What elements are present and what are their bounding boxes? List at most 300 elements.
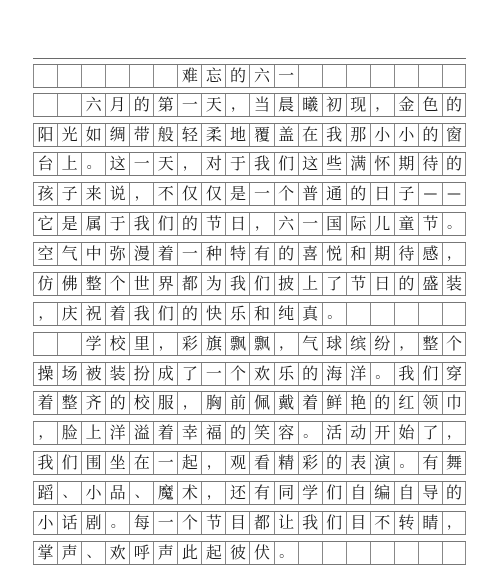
grid-cell: 空 bbox=[33, 243, 57, 265]
grid-cell: 怀 bbox=[370, 153, 394, 175]
grid-cell: 有 bbox=[418, 452, 442, 474]
grid-cell: 的 bbox=[225, 422, 249, 444]
grid-cell: 始 bbox=[394, 422, 418, 444]
grid-cell: 些 bbox=[322, 153, 346, 175]
grid-cell: 自 bbox=[394, 482, 418, 504]
grid-cell: 溢 bbox=[129, 422, 153, 444]
grid-cell: 一 bbox=[153, 452, 177, 474]
grid-cell: 日 bbox=[225, 213, 249, 235]
grid-cell: 着 bbox=[153, 243, 177, 265]
grid-cell: 气 bbox=[298, 333, 322, 355]
title-cell bbox=[346, 65, 370, 87]
grid-cell: 们 bbox=[57, 452, 81, 474]
grid-cell: 披 bbox=[274, 273, 298, 295]
grid-cell: 我 bbox=[129, 303, 153, 325]
grid-cell: 祝 bbox=[81, 303, 105, 325]
title-cell bbox=[105, 65, 129, 87]
grid-cell: 们 bbox=[418, 363, 442, 385]
grid-cell: 欢 bbox=[105, 542, 129, 564]
text-row bbox=[33, 541, 466, 565]
grid-cell: 仅 bbox=[177, 183, 201, 205]
grid-cell: 着 bbox=[105, 303, 129, 325]
grid-cell: 特 bbox=[225, 243, 249, 265]
grid-cell: 旗 bbox=[201, 333, 225, 355]
text-row bbox=[33, 182, 466, 206]
grid-cell: 扮 bbox=[129, 363, 153, 385]
grid-cell: 学 bbox=[298, 482, 322, 504]
grid-cell: ， bbox=[274, 333, 298, 355]
grid-cell: 围 bbox=[81, 452, 105, 474]
grid-cell: 。 bbox=[442, 213, 466, 235]
grid-cell: ， bbox=[153, 333, 177, 355]
grid-cell: 属 bbox=[81, 213, 105, 235]
grid-cell: ， bbox=[177, 392, 201, 414]
text-row bbox=[33, 451, 466, 475]
grid-cell: 魔 bbox=[153, 482, 177, 504]
grid-cell: 盛 bbox=[418, 273, 442, 295]
grid-cell: 子 bbox=[394, 183, 418, 205]
grid-cell: 一 bbox=[249, 183, 273, 205]
grid-cell: 容 bbox=[274, 422, 298, 444]
grid-cell bbox=[346, 303, 370, 325]
grid-cell: 红 bbox=[394, 392, 418, 414]
grid-cell: 曦 bbox=[298, 94, 322, 116]
grid-cell: 缤 bbox=[346, 333, 370, 355]
grid-cell: 都 bbox=[249, 512, 273, 534]
grid-cell: 节 bbox=[201, 512, 225, 534]
grid-cell: 里 bbox=[129, 333, 153, 355]
grid-cell: 的 bbox=[105, 392, 129, 414]
grid-cell bbox=[394, 303, 418, 325]
grid-cell: 活 bbox=[322, 422, 346, 444]
grid-cell: 。 bbox=[394, 452, 418, 474]
grid-cell: 般 bbox=[153, 124, 177, 146]
grid-cell: 气 bbox=[57, 243, 81, 265]
grid-cell: 导 bbox=[418, 482, 442, 504]
grid-cell: 乐 bbox=[225, 303, 249, 325]
grid-cell: 舞 bbox=[442, 452, 466, 474]
grid-cell bbox=[394, 542, 418, 564]
grid-cell: 欢 bbox=[249, 363, 273, 385]
grid-cell: 喜 bbox=[298, 243, 322, 265]
grid-cell: ， bbox=[33, 303, 57, 325]
grid-cell: 这 bbox=[298, 153, 322, 175]
grid-cell bbox=[442, 303, 466, 325]
grid-cell: 不 bbox=[370, 512, 394, 534]
grid-cell: 剧 bbox=[81, 512, 105, 534]
grid-cell: 自 bbox=[346, 482, 370, 504]
grid-cell: 巾 bbox=[442, 392, 466, 414]
title-cell bbox=[33, 65, 57, 87]
grid-cell: 天 bbox=[201, 94, 225, 116]
grid-cell: 的 bbox=[442, 94, 466, 116]
grid-cell: 我 bbox=[322, 124, 346, 146]
grid-cell: 话 bbox=[57, 512, 81, 534]
grid-cell: 对 bbox=[201, 153, 225, 175]
grid-cell: 整 bbox=[81, 273, 105, 295]
grid-cell: 界 bbox=[153, 273, 177, 295]
grid-cell: 弥 bbox=[105, 243, 129, 265]
grid-cell bbox=[298, 542, 322, 564]
grid-cell: ， bbox=[249, 213, 273, 235]
grid-cell: 幸 bbox=[177, 422, 201, 444]
grid-cell: 声 bbox=[153, 542, 177, 564]
grid-cell: 成 bbox=[153, 363, 177, 385]
grid-cell: 地 bbox=[225, 124, 249, 146]
grid-cell: 们 bbox=[153, 303, 177, 325]
grid-cell: 彼 bbox=[225, 542, 249, 564]
grid-cell: 。 bbox=[298, 422, 322, 444]
grid-cell: 真 bbox=[298, 303, 322, 325]
grid-cell: 有 bbox=[249, 482, 273, 504]
text-row bbox=[33, 481, 466, 505]
grid-cell bbox=[322, 542, 346, 564]
grid-cell: 、 bbox=[57, 482, 81, 504]
title-cell: 一 bbox=[274, 65, 298, 87]
grid-cell: ， bbox=[442, 243, 466, 265]
grid-cell: 飘 bbox=[249, 333, 273, 355]
grid-cell: 装 bbox=[105, 363, 129, 385]
grid-cell: 天 bbox=[153, 153, 177, 175]
grid-cell: 种 bbox=[201, 243, 225, 265]
grid-cell: 那 bbox=[346, 124, 370, 146]
grid-cell: 鲜 bbox=[322, 392, 346, 414]
grid-cell: 覆 bbox=[249, 124, 273, 146]
text-row bbox=[33, 212, 466, 236]
grid-cell: 国 bbox=[322, 213, 346, 235]
grid-cell: ， bbox=[394, 333, 418, 355]
grid-cell bbox=[33, 94, 57, 116]
grid-cell: 还 bbox=[225, 482, 249, 504]
grid-cell: 伏 bbox=[249, 542, 273, 564]
title-cell bbox=[57, 65, 81, 87]
title-cell: 的 bbox=[225, 65, 249, 87]
grid-cell: 子 bbox=[57, 183, 81, 205]
grid-cell: 的 bbox=[394, 273, 418, 295]
grid-cell: 起 bbox=[201, 542, 225, 564]
grid-cell bbox=[57, 333, 81, 355]
grid-cell: ， bbox=[177, 153, 201, 175]
grid-cell: 在 bbox=[129, 452, 153, 474]
grid-cell: 色 bbox=[418, 94, 442, 116]
grid-cell: 期 bbox=[394, 153, 418, 175]
grid-cell: 个 bbox=[274, 183, 298, 205]
text-row bbox=[33, 332, 466, 356]
grid-cell: 世 bbox=[129, 273, 153, 295]
grid-cell: 仅 bbox=[201, 183, 225, 205]
grid-cell: 们 bbox=[249, 273, 273, 295]
grid-cell: ， bbox=[129, 183, 153, 205]
grid-cell: 一 bbox=[153, 512, 177, 534]
grid-cell: 戴 bbox=[274, 392, 298, 414]
title-cell: 忘 bbox=[201, 65, 225, 87]
grid-cell: — bbox=[442, 183, 466, 205]
grid-cell: 我 bbox=[298, 512, 322, 534]
grid-cell: 待 bbox=[394, 243, 418, 265]
grid-cell: 的 bbox=[177, 303, 201, 325]
grid-cell: 呼 bbox=[129, 542, 153, 564]
grid-cell: 每 bbox=[129, 512, 153, 534]
grid-cell bbox=[346, 542, 370, 564]
grid-cell: 福 bbox=[201, 422, 225, 444]
grid-cell: 台 bbox=[33, 153, 57, 175]
grid-cell: 来 bbox=[81, 183, 105, 205]
grid-cell: 节 bbox=[418, 213, 442, 235]
text-row bbox=[33, 123, 466, 147]
grid-cell: 纯 bbox=[274, 303, 298, 325]
grid-cell: 我 bbox=[249, 153, 273, 175]
grid-cell: 不 bbox=[153, 183, 177, 205]
title-cell: 六 bbox=[249, 65, 273, 87]
grid-cell: 一 bbox=[298, 213, 322, 235]
grid-cell: 、 bbox=[81, 542, 105, 564]
grid-cell: 是 bbox=[57, 213, 81, 235]
grid-cell: 彩 bbox=[177, 333, 201, 355]
grid-cell: ， bbox=[225, 94, 249, 116]
grid-cell: 孩 bbox=[33, 183, 57, 205]
grid-cell: 光 bbox=[57, 124, 81, 146]
grid-cell: 穿 bbox=[442, 363, 466, 385]
grid-cell: 当 bbox=[249, 94, 273, 116]
grid-cell: 和 bbox=[249, 303, 273, 325]
grid-cell bbox=[442, 542, 466, 564]
title-cell: 难 bbox=[177, 65, 201, 87]
top-border-line bbox=[33, 58, 466, 59]
grid-cell: 漫 bbox=[129, 243, 153, 265]
grid-cell bbox=[418, 303, 442, 325]
grid-cell: 精 bbox=[274, 452, 298, 474]
grid-cell: 一 bbox=[129, 153, 153, 175]
grid-cell: 们 bbox=[274, 153, 298, 175]
grid-cell: 学 bbox=[81, 333, 105, 355]
grid-cell: 开 bbox=[370, 422, 394, 444]
title-cell bbox=[153, 65, 177, 87]
grid-cell: 于 bbox=[105, 213, 129, 235]
grid-cell: 。 bbox=[274, 542, 298, 564]
grid-cell: ， bbox=[442, 422, 466, 444]
grid-cell: 让 bbox=[274, 512, 298, 534]
grid-cell: 绸 bbox=[105, 124, 129, 146]
grid-cell: ， bbox=[370, 94, 394, 116]
title-cell bbox=[129, 65, 153, 87]
grid-cell: 都 bbox=[177, 273, 201, 295]
grid-cell: 纷 bbox=[370, 333, 394, 355]
title-cell bbox=[418, 65, 442, 87]
title-cell bbox=[81, 65, 105, 87]
grid-cell: 初 bbox=[322, 94, 346, 116]
grid-cell: 看 bbox=[249, 452, 273, 474]
grid-cell: 金 bbox=[394, 94, 418, 116]
text-row bbox=[33, 391, 466, 415]
grid-cell: 阳 bbox=[33, 124, 57, 146]
grid-cell: ， bbox=[201, 482, 225, 504]
grid-cell: 编 bbox=[370, 482, 394, 504]
grid-cell: 乐 bbox=[274, 363, 298, 385]
grid-cell bbox=[33, 333, 57, 355]
grid-cell: 我 bbox=[33, 452, 57, 474]
grid-cell: 场 bbox=[57, 363, 81, 385]
grid-cell: 轻 bbox=[177, 124, 201, 146]
text-row bbox=[33, 362, 466, 386]
grid-cell: 通 bbox=[322, 183, 346, 205]
grid-cell: 是 bbox=[225, 183, 249, 205]
grid-cell: ， bbox=[201, 452, 225, 474]
grid-cell: 表 bbox=[346, 452, 370, 474]
grid-cell: 此 bbox=[177, 542, 201, 564]
grid-cell: 洋 bbox=[346, 363, 370, 385]
grid-cell: 们 bbox=[322, 512, 346, 534]
grid-cell: 上 bbox=[57, 153, 81, 175]
text-row bbox=[33, 93, 466, 117]
grid-cell: 了 bbox=[418, 422, 442, 444]
grid-cell: 童 bbox=[394, 213, 418, 235]
grid-cell: 有 bbox=[249, 243, 273, 265]
text-row bbox=[33, 302, 466, 326]
grid-cell: 我 bbox=[129, 213, 153, 235]
grid-cell: 了 bbox=[177, 363, 201, 385]
grid-cell: 的 bbox=[346, 183, 370, 205]
grid-cell: 操 bbox=[33, 363, 57, 385]
grid-cell bbox=[418, 542, 442, 564]
grid-cell: 洋 bbox=[105, 422, 129, 444]
grid-cell: 整 bbox=[57, 392, 81, 414]
grid-cell: 的 bbox=[418, 124, 442, 146]
grid-cell: 一 bbox=[201, 363, 225, 385]
grid-cell: 六 bbox=[274, 213, 298, 235]
grid-cell: 了 bbox=[322, 273, 346, 295]
grid-cell: 术 bbox=[177, 482, 201, 504]
grid-cell: 目 bbox=[346, 512, 370, 534]
grid-cell: 在 bbox=[298, 124, 322, 146]
grid-cell: 待 bbox=[418, 153, 442, 175]
grid-cell: 六 bbox=[81, 94, 105, 116]
grid-cell: 着 bbox=[33, 392, 57, 414]
grid-cell: 被 bbox=[81, 363, 105, 385]
grid-cell: 小 bbox=[33, 512, 57, 534]
grid-cell: 际 bbox=[346, 213, 370, 235]
grid-cell: 庆 bbox=[57, 303, 81, 325]
text-row bbox=[33, 152, 466, 176]
grid-cell: 的 bbox=[370, 392, 394, 414]
grid-cell: 同 bbox=[274, 482, 298, 504]
grid-cell: 的 bbox=[322, 452, 346, 474]
grid-cell: ， bbox=[33, 422, 57, 444]
grid-cell: 小 bbox=[394, 124, 418, 146]
grid-cell: 整 bbox=[418, 333, 442, 355]
grid-cell: 节 bbox=[346, 273, 370, 295]
grid-cell: 儿 bbox=[370, 213, 394, 235]
grid-cell: 装 bbox=[442, 273, 466, 295]
grid-cell: 和 bbox=[346, 243, 370, 265]
grid-cell bbox=[57, 94, 81, 116]
text-row bbox=[33, 242, 466, 266]
grid-cell: 个 bbox=[442, 333, 466, 355]
grid-cell: 为 bbox=[201, 273, 225, 295]
title-row bbox=[33, 64, 466, 88]
grid-cell: 个 bbox=[105, 273, 129, 295]
grid-cell: 中 bbox=[81, 243, 105, 265]
grid-cell: 球 bbox=[322, 333, 346, 355]
grid-cell: — bbox=[418, 183, 442, 205]
grid-cell: 胸 bbox=[201, 392, 225, 414]
grid-cell: 飘 bbox=[225, 333, 249, 355]
grid-cell: 。 bbox=[81, 153, 105, 175]
grid-cell: 现 bbox=[346, 94, 370, 116]
grid-cell: 佩 bbox=[249, 392, 273, 414]
grid-cell: 快 bbox=[201, 303, 225, 325]
grid-cell: 满 bbox=[346, 153, 370, 175]
grid-cell: 掌 bbox=[33, 542, 57, 564]
grid-cell: 的 bbox=[442, 153, 466, 175]
text-row bbox=[33, 272, 466, 296]
grid-cell: 着 bbox=[298, 392, 322, 414]
grid-cell: 它 bbox=[33, 213, 57, 235]
grid-cell: 柔 bbox=[201, 124, 225, 146]
grid-cell: 转 bbox=[394, 512, 418, 534]
grid-cell: 动 bbox=[346, 422, 370, 444]
grid-cell: ， bbox=[442, 512, 466, 534]
grid-cell: 起 bbox=[177, 452, 201, 474]
grid-cell: 仿 bbox=[33, 273, 57, 295]
grid-cell: 。 bbox=[105, 512, 129, 534]
grid-cell: 前 bbox=[225, 392, 249, 414]
grid-cell: 们 bbox=[153, 213, 177, 235]
grid-cell: 我 bbox=[225, 273, 249, 295]
grid-cell: 着 bbox=[153, 422, 177, 444]
grid-cell: 月 bbox=[105, 94, 129, 116]
title-cell bbox=[322, 65, 346, 87]
grid-cell: 带 bbox=[129, 124, 153, 146]
grid-cell: 如 bbox=[81, 124, 105, 146]
grid-cell: 一 bbox=[177, 94, 201, 116]
grid-cell: 领 bbox=[418, 392, 442, 414]
grid-cell: 。 bbox=[322, 303, 346, 325]
grid-cell: 的 bbox=[177, 213, 201, 235]
title-cell bbox=[442, 65, 466, 87]
grid-cell: 第 bbox=[153, 94, 177, 116]
grid-cell: 的 bbox=[274, 243, 298, 265]
grid-cell: 观 bbox=[225, 452, 249, 474]
grid-cell: 坐 bbox=[105, 452, 129, 474]
grid-cell: 日 bbox=[370, 273, 394, 295]
grid-cell: 艳 bbox=[346, 392, 370, 414]
grid-cell: 上 bbox=[81, 422, 105, 444]
grid-cell: 蹈 bbox=[33, 482, 57, 504]
title-cell bbox=[370, 65, 394, 87]
grid-cell: 的 bbox=[442, 482, 466, 504]
grid-cell: 节 bbox=[201, 213, 225, 235]
grid-cell: 脸 bbox=[57, 422, 81, 444]
grid-cell: 齐 bbox=[81, 392, 105, 414]
grid-cell: 佛 bbox=[57, 273, 81, 295]
grid-cell: 上 bbox=[298, 273, 322, 295]
grid-cell: 感 bbox=[418, 243, 442, 265]
grid-cell: 。 bbox=[370, 363, 394, 385]
grid-cell bbox=[370, 542, 394, 564]
grid-cell: 盖 bbox=[274, 124, 298, 146]
grid-cell: 校 bbox=[105, 333, 129, 355]
grid-cell: 目 bbox=[225, 512, 249, 534]
grid-cell: 校 bbox=[129, 392, 153, 414]
grid-cell: 于 bbox=[225, 153, 249, 175]
grid-cell: 说 bbox=[105, 183, 129, 205]
grid-cell: 晨 bbox=[274, 94, 298, 116]
grid-cell: 声 bbox=[57, 542, 81, 564]
grid-cell: 这 bbox=[105, 153, 129, 175]
grid-cell: 普 bbox=[298, 183, 322, 205]
grid-cell: 演 bbox=[370, 452, 394, 474]
text-row bbox=[33, 511, 466, 535]
